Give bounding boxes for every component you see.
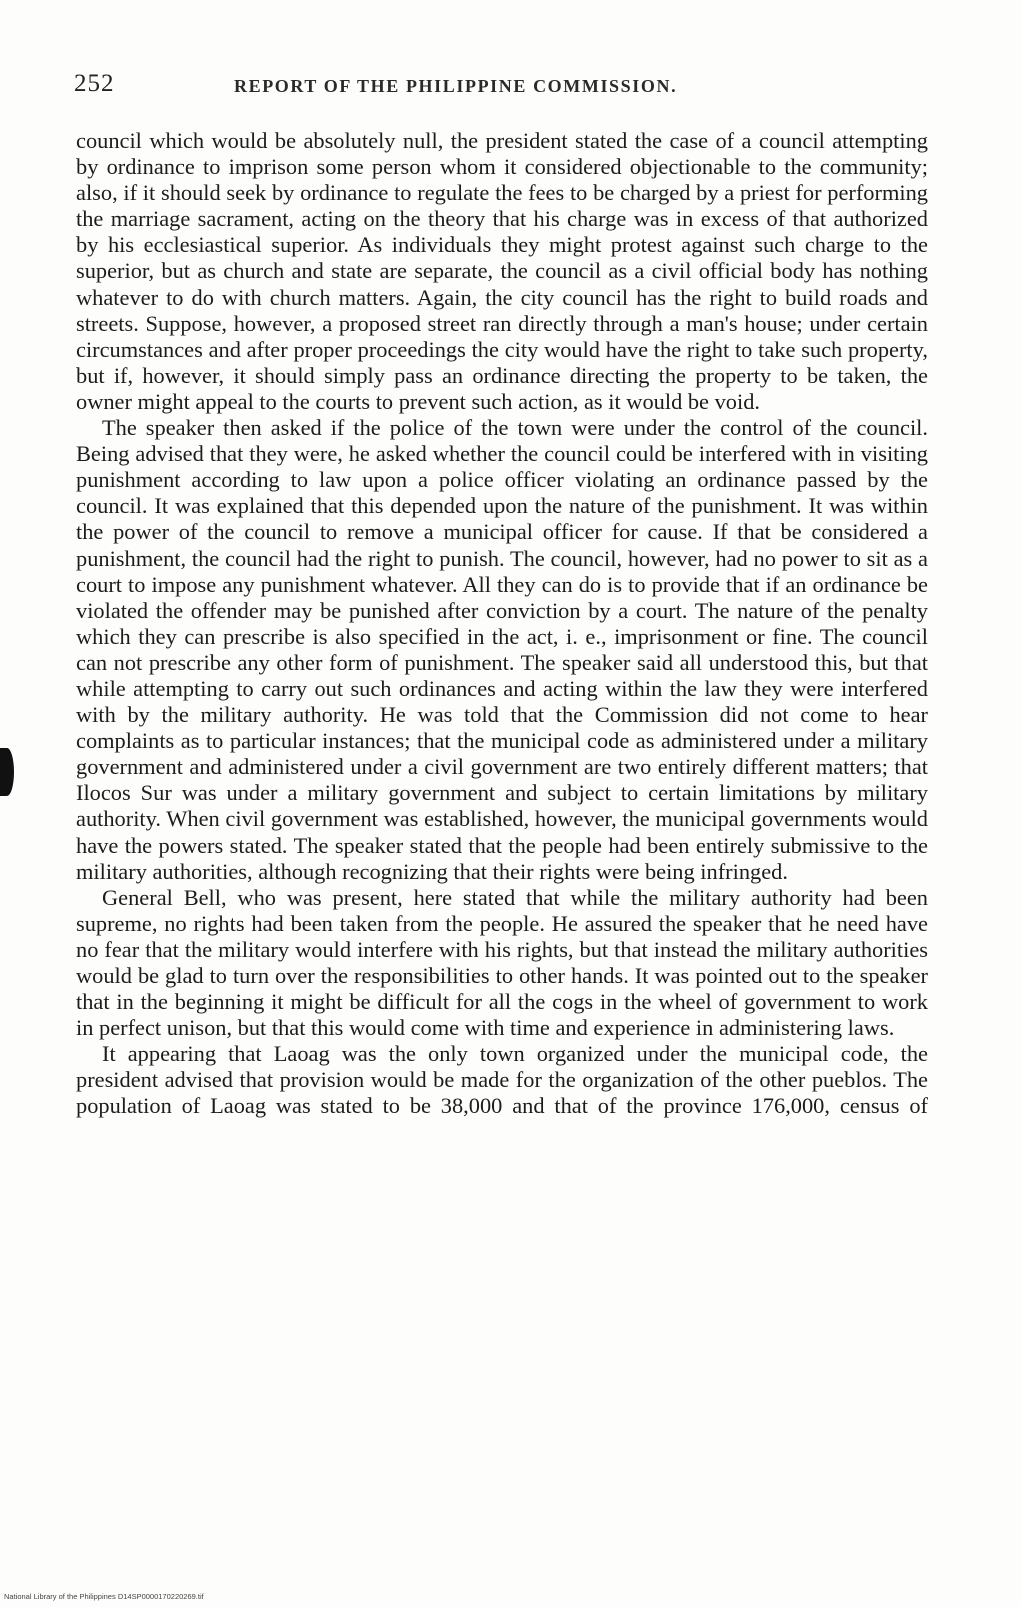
running-head: REPORT OF THE PHILIPPINE COMMISSION. [234, 76, 678, 96]
binding-shadow-mark [0, 748, 14, 796]
paragraph-continued: council which would be absolutely null, the president stated the case of a council attempting by ordinance to imprison some person whom it considered objectionable to the community; also, if it should seek by ordinance to regulate the fees to be charged by a priest for performing the marriage sacrament, acting on the theory that his charge was in excess of that authorized by his ecclesiastical superior. As individuals they might protest against such charge to the superior, but as church and state are separate, the council as a civil official body has nothing whatever to do with church matters. Again, the city council has the right to build roads and streets. Suppose, however, a proposed street ran directly through a man's house; under certain circumstances and after proper proceedings the city would have the right to take such property, but if, however, it should simply pass an ordinance directing the property to be taken, the owner might appeal to the courts to prevent such action, as it would be void. [76, 128, 928, 414]
body-text [76, 128, 928, 1120]
paragraph-general-bell: General Bell, who was present, here stated that while the military authority had been supreme, no rights had been taken from the people. He assured the speaker that he need have no fear that the military would interfere with his rights, but that instead the military authorities would be glad to turn over the responsibilities to other hands. It was pointed out to the speaker that in the beginning it might be difficult for all the cogs in the wheel of government to work in perfect unison, but that this would come with time and experience in administering laws. [76, 884, 928, 1041]
paragraph-police-control: The speaker then asked if the police of the town were under the control of the council. Being advised that they were, he asked whether the council could be interfered with in visiting punishment according to law upon a police officer violating an ordinance passed by the council. It was explained that this depended upon the nature of the punishment. It was within the power of the council to remove a municipal officer for cause. If that be considered a punishment, the council had the right to punish. The council, however, had no power to sit as a court to impose any punishment whatever. All they can do is to provide that if an ordinance be violated the offender may be punished after conviction by a court. The nature of the penalty which they can prescribe is also specified in the act, i. e., imprisonment or fine. The council can not prescribe any other form of punishment. The speaker said all understood this, but that while attempting to carry out such ordinances and acting within the law they were interfered with by the military authority. He was told that the Commission did not come to hear complaints as to particular instances; that the municipal code as administered under a military government and administered under a civil government are two entirely different matters; that Ilocos Sur was under a military government and subject to certain limitations by military authority. When civil government was established, however, the municipal governments would have the powers stated. The speaker stated that the people had been entirely submissive to the military authorities, although recognizing that their rights were being infringed. [76, 415, 928, 884]
scan-credit-footer: National Library of the Philippines D14SP0000170220269.tif [4, 1592, 204, 1601]
page-number: 252 [74, 70, 115, 97]
page-header [74, 70, 924, 104]
paragraph-laoag-population: It appearing that Laoag was the only town organized under the municipal code, the president advised that provision would be made for the organization of the other pueblos. The population of Laoag was stated to be 38,000 and that of the province 176,000, census of [76, 1041, 928, 1119]
